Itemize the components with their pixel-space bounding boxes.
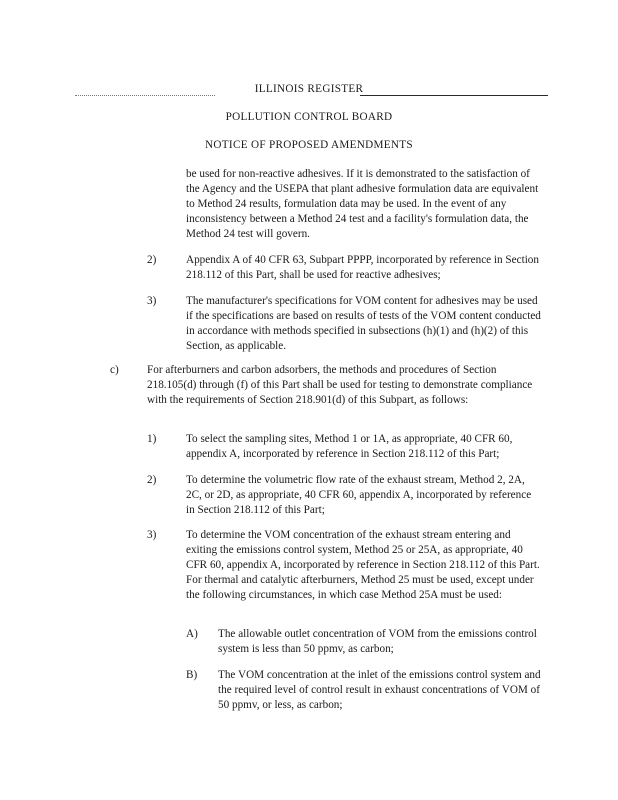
sub-item-a-text: The allowable outlet concentration of VOM from the emissions control system is less than 50 ppmv, as carbon; xyxy=(218,628,537,655)
c-item-2-text: To determine the volumetric flow rate of the exhaust stream, Method 2, 2A, 2C, or 2D, as appropriate, 40 CFR 60, appendix A, incorporated by reference in Section 218.112 of this Part; xyxy=(186,474,532,516)
item-3-text: The manufacturer's specifications for VOM content for adhesives may be used if the specifications are based on results of tests of the VOM content conducted in accordance with methods specified in subsections (h)(1) and (h)(2) of this Section, as applicable. xyxy=(186,295,541,352)
c-item-1-label: 1) xyxy=(147,433,157,445)
header-rule xyxy=(360,95,548,96)
c-item-1-text: To select the sampling sites, Method 1 or 1A, as appropriate, 40 CFR 60, appendix A, incorporated by reference in Section 218.112 of this Part; xyxy=(186,433,513,460)
c-item-3-text: To determine the VOM concentration of the exhaust stream entering and exiting the emissions control system, Method 25 or 25A, as appropriate, 40 CFR 60, appendix A, incorporated by reference in Section 218.112 of this Part. For thermal and catalytic afterburners, Method 25 must be used, except under the following circumstances, in which case Method 25A must be used: xyxy=(186,529,540,601)
c-item-3-label: 3) xyxy=(147,529,157,541)
board-title: POLLUTION CONTROL BOARD xyxy=(225,111,393,123)
sub-item-b-text: The VOM concentration at the inlet of the emissions control system and the required level of control result in exhaust concentrations of VOM of 50 ppmv, or less, as carbon; xyxy=(218,669,541,711)
item-2-label: 2) xyxy=(147,254,157,266)
c-item-2-label: 2) xyxy=(147,474,157,486)
item-2-text: Appendix A of 40 CFR 63, Subpart PPPP, incorporated by reference in Section 218.112 of this Part, shall be used for reactive adhesives; xyxy=(186,254,539,281)
continuation-paragraph: be used for non-reactive adhesives. If it is demonstrated to the satisfaction of the Agency and the USEPA that plant adhesive formulation data are equivalent to Method 24 results, formulation data may be used. In the event of any inconsistency between a Method 24 test and a facility's formulation data, the Method 24 test will govern. xyxy=(186,168,539,240)
section-c-label: c) xyxy=(110,364,119,376)
sub-item-a-label: A) xyxy=(186,628,198,640)
item-3-label: 3) xyxy=(147,295,157,307)
notice-title: NOTICE OF PROPOSED AMENDMENTS xyxy=(205,139,413,151)
sub-item-b-label: B) xyxy=(186,669,198,681)
section-c-text: For afterburners and carbon adsorbers, the methods and procedures of Section 218.105(d) through (f) of this Part shall be used for testing to demonstrate compliance with the requirements of Section 218.901(d) of this Subpart, as follows: xyxy=(147,364,533,406)
register-title: ILLINOIS REGISTER xyxy=(254,83,364,95)
